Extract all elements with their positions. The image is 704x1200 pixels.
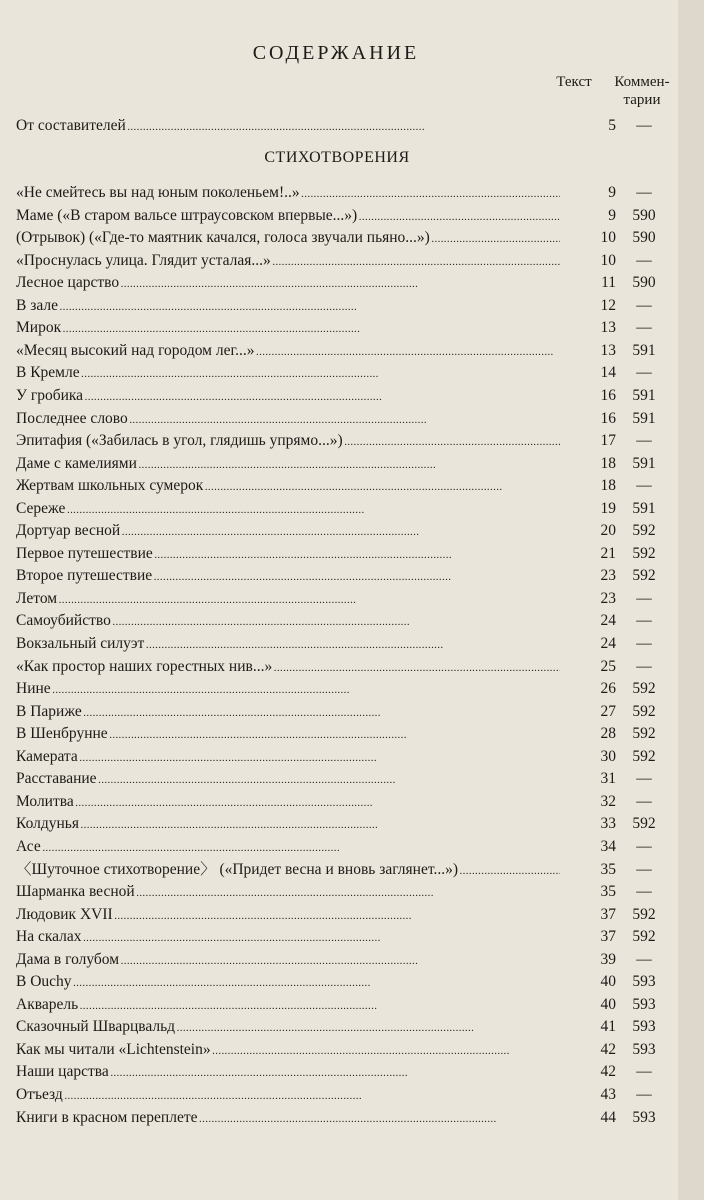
entry-comment-page: 592: [632, 680, 656, 698]
toc-entry: [16, 610, 656, 632]
entry-page: 17: [600, 432, 616, 450]
entry-comment-page: 591: [632, 341, 656, 359]
entry-page: 11: [601, 274, 616, 292]
entry-page: 16: [600, 409, 616, 427]
entry-comment-page: 592: [632, 905, 656, 923]
entry-page: 13: [600, 341, 616, 359]
toc-entry: [16, 791, 656, 813]
entry-page: 16: [600, 386, 616, 404]
entry-comment-page: 591: [632, 454, 656, 472]
entry-title: У гробика . . .: [16, 385, 560, 407]
column-header-comments: [604, 73, 680, 109]
entry-comment-page: 593: [632, 1108, 656, 1126]
entry-page: 37: [600, 928, 616, 946]
entry-comment-page: —: [636, 364, 652, 382]
entry-title: В Шенбрунне . . .: [16, 723, 560, 745]
entry-page: 9: [608, 184, 616, 201]
entry-title: Молитва . . .: [16, 791, 560, 813]
entry-title: Жертвам школьных сумерок . . .: [16, 475, 560, 497]
entry-title: Наши царства . . .: [16, 1061, 560, 1083]
entry-title: Последнее слово . . .: [16, 408, 560, 430]
toc-entry: [16, 250, 656, 272]
toc-entry: [16, 227, 656, 249]
toc-entry: [16, 565, 656, 587]
entry-page: 40: [600, 973, 616, 991]
toc-entry: [16, 926, 656, 948]
entry-title: Как мы читали «Lichtenstein» . . .: [16, 1039, 560, 1061]
entry-title: В Париже . . .: [16, 701, 560, 723]
section-heading: СТИХОТВОРЕНИЯ: [264, 149, 410, 166]
entry-title: На скалах . . .: [16, 926, 560, 948]
entry-title: «Как простор наших горестных нив...» . . .: [16, 656, 560, 678]
entry-page: 41: [600, 1018, 616, 1036]
entry-page: 12: [600, 296, 616, 314]
entry-title: Книги в красном переплете . . .: [16, 1107, 560, 1129]
entry-comment-page: 591: [632, 409, 656, 427]
entry-comment-page: 591: [632, 386, 656, 404]
entry-comment-page: —: [636, 612, 652, 630]
entry-page: 24: [600, 612, 616, 630]
entry-page: 26: [600, 680, 616, 698]
entry-title: Второе путешествие . . .: [16, 565, 560, 587]
entry-comment-page: 590: [632, 274, 656, 292]
entry-page: 20: [600, 522, 616, 540]
toc-entry: [16, 385, 656, 407]
entry-title: «Месяц высокий над городом лег...» . . .: [16, 340, 560, 362]
entry-comment-page: —: [636, 950, 652, 968]
entry-comment-page: 590: [632, 229, 656, 247]
entry-page: 25: [600, 657, 616, 675]
entry-comment-page: 593: [632, 995, 656, 1013]
toc-entry: [16, 723, 656, 745]
entry-comment-page: —: [636, 432, 652, 450]
toc-entry: [16, 340, 656, 362]
column-header-text: Текст: [556, 74, 592, 90]
entry-title: Асе . . .: [16, 836, 560, 858]
toc-entry: [16, 746, 656, 768]
entry-comment-page: 592: [632, 544, 656, 562]
entry-title: Летом . . .: [16, 588, 560, 610]
entry-page: 39: [600, 950, 616, 968]
entry-comment-page: 592: [632, 815, 656, 833]
entry-page: 35: [600, 860, 616, 878]
entry-page: 32: [600, 792, 616, 810]
entry-title: В Ouchy . . .: [16, 971, 560, 993]
entry-title: Эпитафия («Забилась в угол, глядишь упрямо...») . . .: [16, 430, 560, 452]
entry-comment-page: —: [636, 1063, 652, 1081]
toc-entry: [16, 904, 656, 926]
entry-comment-page: —: [636, 860, 652, 878]
toc-entry: [16, 701, 656, 723]
entry-title: Дортуар весной . . .: [16, 520, 560, 542]
entry-page: 21: [600, 544, 616, 562]
entry-page: 23: [600, 567, 616, 585]
entry-title: Шарманка весной . . .: [16, 881, 560, 903]
toc-entry: [16, 317, 656, 339]
toc-entry: [16, 994, 656, 1016]
entry-page: 23: [600, 589, 616, 607]
entry-comment-page: —: [636, 117, 652, 134]
entry-page: 42: [600, 1063, 616, 1081]
entry-title: Камерата . . .: [16, 746, 560, 768]
column-header-comments-line2: тарии: [623, 92, 661, 108]
toc-entry: [16, 949, 656, 971]
entry-page: 30: [600, 747, 616, 765]
toc-entry: [16, 1016, 656, 1038]
toc-entry: [16, 182, 656, 204]
entry-title: Отъезд . . .: [16, 1084, 560, 1106]
entry-page: 43: [600, 1086, 616, 1103]
toc-entry: [16, 543, 656, 565]
toc-entry: [16, 408, 656, 430]
entry-page: 27: [600, 702, 616, 720]
toc-entry: [16, 295, 656, 317]
entry-comment-page: —: [636, 770, 652, 788]
toc-entry: [16, 362, 656, 384]
entry-comment-page: —: [636, 792, 652, 810]
entry-title: Лесное царство . . .: [16, 272, 560, 294]
entry-comment-page: —: [636, 319, 652, 337]
entry-title: Людовик XVII . . .: [16, 904, 560, 926]
entry-title: Мирок . . .: [16, 317, 560, 339]
entry-page: 37: [600, 905, 616, 923]
entry-title: Расставание . . .: [16, 768, 560, 790]
toc-entry: [16, 498, 656, 520]
entry-title: Даме с камелиями . . .: [16, 453, 560, 475]
entry-title: Колдунья . . .: [16, 813, 560, 835]
entry-page: 40: [600, 995, 616, 1013]
entry-page: 42: [600, 1040, 616, 1058]
entry-comment-page: 592: [632, 725, 656, 743]
entry-page: 28: [600, 725, 616, 743]
entry-title: В зале . . .: [16, 295, 560, 317]
entry-page: 35: [600, 883, 616, 901]
toc-entry: [16, 453, 656, 475]
entry-comment-page: 592: [632, 522, 656, 540]
entry-title: (Отрывок) («Где-то маятник качался, голоса звучали пьяно...») . . .: [16, 227, 560, 249]
entry-title: От составителей . . .: [16, 115, 560, 137]
entry-comment-page: 590: [632, 206, 656, 224]
entry-title: 〈Шуточное стихотворение〉 («Придет весна и вновь заглянет...») . . .: [16, 859, 560, 881]
entry-page: 44: [600, 1108, 616, 1126]
entry-title: Первое путешествие . . .: [16, 543, 560, 565]
entry-page: 10: [600, 229, 616, 247]
toc-entry: [16, 1084, 656, 1106]
entry-comment-page: —: [636, 1086, 652, 1103]
toc-entry: [16, 859, 656, 881]
entry-comment-page: —: [636, 184, 652, 201]
toc-entry: [16, 656, 656, 678]
entry-page: 13: [600, 319, 616, 337]
entry-title: Маме («В старом вальсе штраусовском впервые...») . . .: [16, 205, 560, 227]
entry-comment-page: 593: [632, 973, 656, 991]
toc-entry: [16, 768, 656, 790]
entry-comment-page: —: [636, 657, 652, 675]
entry-title: «Проснулась улица. Глядит усталая...» . . .: [16, 250, 560, 272]
entry-comment-page: 591: [632, 499, 656, 517]
toc-entry: [16, 678, 656, 700]
entry-page: 18: [600, 477, 616, 495]
toc-entry: [16, 430, 656, 452]
toc-entry: [16, 813, 656, 835]
entry-title: Вокзальный силуэт . . .: [16, 633, 560, 655]
toc-entry: [16, 881, 656, 903]
entry-comment-page: 592: [632, 747, 656, 765]
toc-entry: [16, 475, 656, 497]
toc-entry: [16, 588, 656, 610]
entry-page: 18: [600, 454, 616, 472]
entry-title: Сказочный Шварцвальд . . .: [16, 1016, 560, 1038]
entry-comment-page: 592: [632, 567, 656, 585]
entry-comment-page: —: [636, 883, 652, 901]
entry-page: 19: [600, 499, 616, 517]
entry-page: 5: [608, 117, 616, 134]
entry-title: Акварель . . .: [16, 994, 560, 1016]
entry-comment-page: 593: [632, 1040, 656, 1058]
entry-comment-page: —: [636, 837, 652, 855]
entry-page: 14: [600, 364, 616, 382]
column-header-comments-line1: Коммен-: [614, 74, 670, 90]
entry-comment-page: 592: [632, 928, 656, 946]
toc-entry: [16, 520, 656, 542]
entry-title: Сереже . . .: [16, 498, 560, 520]
entry-comment-page: 592: [632, 702, 656, 720]
entry-title: «Не смейтесь вы над юным поколеньем!..» . . .: [16, 182, 560, 204]
entry-page: 10: [600, 251, 616, 269]
toc-entry: [16, 1107, 656, 1129]
toc-entry: [16, 971, 656, 993]
toc-entry: [16, 205, 656, 227]
toc-entry: [16, 1039, 656, 1061]
entry-page: 24: [600, 635, 616, 652]
toc-entry: [16, 633, 656, 655]
toc-entry: [16, 1061, 656, 1083]
entry-page: 33: [600, 815, 616, 833]
toc-entry: [16, 272, 656, 294]
entry-comment-page: —: [636, 589, 652, 607]
entry-comment-page: —: [636, 477, 652, 495]
entry-title: Самоубийство . . .: [16, 610, 560, 632]
entry-comment-page: —: [636, 296, 652, 314]
entry-page: 9: [608, 206, 616, 224]
entry-title: Дама в голубом . . .: [16, 949, 560, 971]
entry-page: 31: [600, 770, 616, 788]
entry-title: Нине . . .: [16, 678, 560, 700]
page-title: СОДЕРЖАНИЕ: [252, 42, 420, 64]
toc-entry: [16, 836, 656, 858]
entry-page: 34: [600, 837, 616, 855]
toc-entry-intro: [16, 115, 656, 137]
entry-comment-page: —: [636, 635, 652, 652]
entry-comment-page: 593: [632, 1018, 656, 1036]
entry-title: В Кремле . . .: [16, 362, 560, 384]
entry-comment-page: —: [636, 251, 652, 269]
